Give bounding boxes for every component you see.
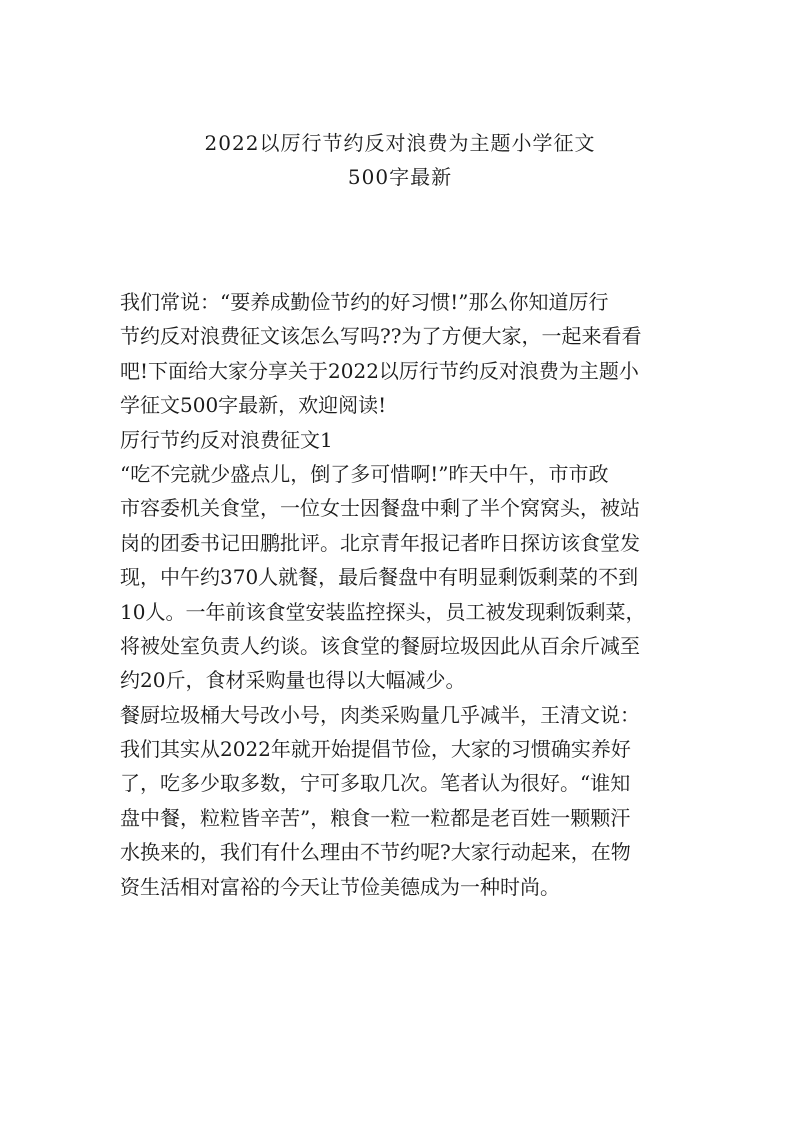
intro-line: 节约反对浪费征文该怎么写吗??为了方便大家，一起来看看 — [120, 324, 642, 349]
body-line: 餐厨垃圾桶大号改小号，肉类采购量几乎减半，王清文说： — [120, 702, 640, 727]
intro-line: 吧!下面给大家分享关于2022以厉行节约反对浪费为主题小 — [120, 358, 639, 383]
body-line: 了，吃多少取多数，宁可多取几次。笔者认为很好。“谁知 — [120, 771, 631, 796]
intro-line: 我们常说：“要养成勤俭节约的好习惯!”那么你知道厉行 — [120, 290, 609, 314]
body-line: 我们其实从2022年就开始提倡节俭，大家的习惯确实养好 — [120, 737, 631, 762]
document-body — [120, 285, 690, 904]
body-line: 盘中餐，粒粒皆辛苦”，粮食一粒一粒都是老百姓一颗颗汗 — [120, 805, 631, 830]
body-line: 市容委机关食堂，一位女士因餐盘中剩了半个窝窝头，被站 — [120, 496, 640, 521]
body-line: 资生活相对富裕的今天让节俭美德成为一种时尚。 — [120, 874, 560, 899]
body-line: 10人。一年前该食堂安装监控探头，员工被发现剩饭剩菜， — [120, 599, 646, 624]
title-line: 2022以厉行节约反对浪费为主题小学征文 — [204, 131, 596, 155]
title-line: 500字最新 — [347, 165, 453, 190]
section-heading: 厉行节约反对浪费征文1 — [120, 427, 333, 452]
body-line: 岗的团委书记田鹏批评。北京青年报记者昨日探访该食堂发 — [120, 530, 640, 555]
body-line: 将被处室负责人约谈。该食堂的餐厨垃圾因此从百余斤减至 — [120, 633, 640, 658]
body-line: “吃不完就少盛点儿，倒了多可惜啊!”昨天中午，市市政 — [120, 461, 609, 486]
document-title — [90, 126, 710, 195]
body-line: 约20斤，食材采购量也得以大幅减少。 — [120, 668, 466, 693]
intro-line: 学征文500字最新，欢迎阅读! — [120, 393, 387, 418]
body-line: 水换来的，我们有什么理由不节约呢?大家行动起来，在物 — [120, 840, 631, 865]
body-line: 现，中午约370人就餐，最后餐盘中有明显剩饭剩菜的不到 — [120, 565, 639, 590]
